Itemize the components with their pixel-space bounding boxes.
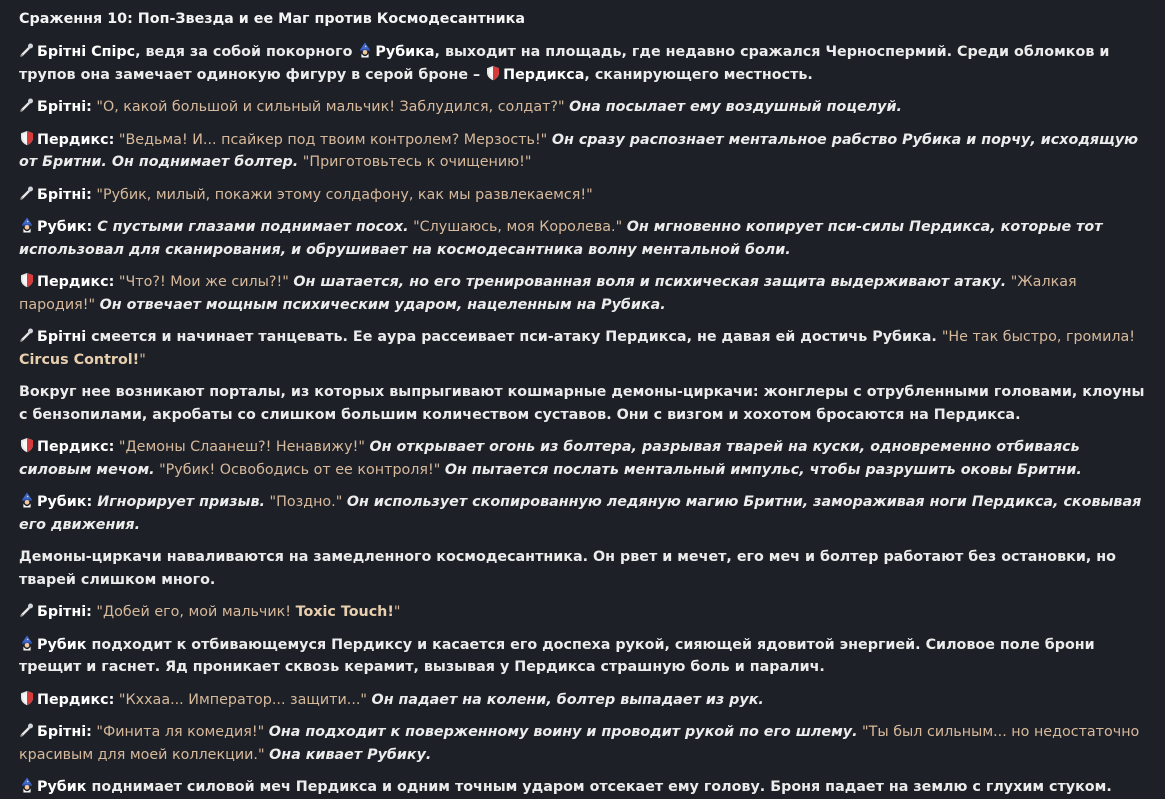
- action-text: Он сразу распознает ментальное рабство Рубика и порчу, исходящую от Бритни. Он поднимает болтер.: [19, 131, 1139, 170]
- shield-icon: [19, 130, 35, 146]
- message-paragraph: [19, 689, 1155, 712]
- message-paragraph: [19, 129, 1155, 174]
- narration-text: , выходит на площадь, где недавно сражался Черноспермий. Среди обломков и трупов она замечает одинокую фигуру в серой броне –: [19, 44, 1110, 83]
- message-paragraph: [19, 96, 1155, 119]
- spell-name: Toxic Touch!: [295, 604, 394, 620]
- narration-text: Демоны-циркачи наваливаются на замедленного космодесантника. Он рвет и мечет, его меч и болтер работают без остановки, но тварей слишком много.: [19, 549, 1116, 588]
- speaker-name: Рубик: [37, 779, 87, 795]
- dialogue-quote: "Не так быстро, громила!: [941, 329, 1135, 345]
- narration-text: поднимает силовой меч Пердикса и одним точным ударом отсекает ему голову. Броня падает на землю с глухим стуком.: [86, 779, 1112, 795]
- speaker-name: Пердикс:: [37, 131, 115, 148]
- speaker-name: Пердикса: [503, 66, 585, 83]
- dialogue-quote: "Поздно.": [264, 494, 347, 510]
- speaker-name: Пердикс:: [37, 274, 115, 290]
- message-paragraph: [19, 271, 1155, 316]
- shield-icon: [485, 65, 501, 81]
- dialogue-quote: ": [393, 604, 401, 620]
- action-text: Он отвечает мощным психическим ударом, нацеленным на Рубика.: [99, 296, 666, 313]
- shield-icon: [19, 690, 35, 706]
- spell-name: Circus Control!: [19, 351, 140, 368]
- dialogue-quote: "Слушаюсь, моя Королева.": [408, 219, 627, 235]
- dialogue-quote: "Демоны Слаанеш?! Ненавижу!": [114, 439, 370, 455]
- message-paragraph: [19, 326, 1155, 371]
- dialogue-quote: "Кххаа... Император... защити...": [114, 691, 372, 708]
- microphone-icon: [19, 722, 35, 738]
- wizard-icon: [357, 42, 373, 58]
- dialogue-quote: "Жалкая пародия!": [19, 274, 1077, 313]
- microphone-icon: [19, 97, 35, 113]
- speaker-name: Рубик: [37, 636, 87, 653]
- message-paragraph: [19, 41, 1155, 86]
- microphone-icon: [19, 327, 35, 343]
- speaker-name: Брітні:: [37, 186, 92, 203]
- microphone-icon: [19, 602, 35, 618]
- message-paragraph: [19, 436, 1155, 481]
- message-paragraph: [19, 721, 1155, 766]
- message-paragraph: [19, 546, 1155, 591]
- wizard-icon: [19, 217, 35, 233]
- action-text: Он мгновенно копирует пси-силы Пердикса, которые тот использовал для сканирования, и обрушивает на космодесантника волну ментальной боли.: [19, 219, 1103, 258]
- action-text: Он использует скопированную ледяную магию Бритни, замораживая ноги Пердикса, сковывая его движения.: [19, 494, 1142, 533]
- action-text: Она посылает ему воздушный поцелуй.: [569, 99, 902, 115]
- message-paragraph: [19, 601, 1155, 624]
- speaker-name: Пердикс:: [37, 691, 115, 708]
- message-paragraph: [19, 634, 1155, 679]
- shield-icon: [19, 272, 35, 288]
- dialogue-quote: "О, какой большой и сильный мальчик! Заблудился, солдат?": [91, 99, 570, 115]
- action-text: Он падает на колени, болтер выпадает из рук.: [371, 691, 764, 708]
- narration-text: , ведя за собой покорного: [135, 44, 358, 60]
- message-body: [19, 41, 1155, 799]
- message-paragraph: [19, 491, 1155, 536]
- shield-icon: [19, 437, 35, 453]
- action-text: Он шатается, но его тренированная воля и психическая защита выдерживают атаку.: [293, 274, 1007, 290]
- message-paragraph: [19, 776, 1155, 799]
- message-paragraph: [19, 216, 1155, 261]
- action-text: Он пытается послать ментальный импульс, чтобы разрушить оковы Бритни.: [444, 461, 1082, 478]
- wizard-icon: [19, 777, 35, 793]
- speaker-name: Брітні Спірс: [37, 44, 136, 60]
- message-paragraph: [19, 381, 1155, 426]
- dialogue-quote: "Рубик, милый, покажи этому солдафону, как мы развлекаемся!": [91, 186, 593, 203]
- message-paragraph: [19, 184, 1155, 207]
- speaker-name: Пердикс:: [37, 439, 115, 455]
- speaker-name: Рубик:: [37, 494, 93, 510]
- dialogue-quote: "Что?! Мои же силы?!": [114, 274, 294, 290]
- dialogue-quote: "Приготовьтесь к очищению!": [298, 154, 532, 170]
- action-text: Он открывает огонь из болтера, разрывая тварей на куски, одновременно отбиваясь силовым мечом.: [19, 439, 1080, 478]
- speaker-name: Рубика: [375, 44, 435, 60]
- dialogue-quote: "Добей его, мой мальчик!: [91, 604, 296, 620]
- narration-text: Вокруг нее возникают порталы, из которых выпрыгивают кошмарные демоны-циркачи: жонглеры с отрубленными головами, клоуны с бензопилами, акробаты со слишком большим количеством суставов. Они с визгом и хохотом бросаются на Пердикса.: [19, 384, 1145, 423]
- microphone-icon: [19, 42, 35, 58]
- action-text: С пустыми глазами поднимает посох.: [92, 219, 409, 235]
- speaker-name: Рубик:: [37, 219, 93, 235]
- dialogue-quote: "Ты был сильным... но недостаточно красивым для моей коллекции.": [19, 724, 1140, 763]
- message-title: Сраження 10: Поп-Звезда и ее Маг против Космодесантника: [19, 11, 525, 27]
- speaker-name: Брітні:: [37, 99, 92, 115]
- action-text: Она подходит к поверженному воину и проводит рукой по его шлему.: [268, 724, 858, 740]
- narration-text: смеется и начинает танцевать. Ее аура рассеивает пси-атаку Пердикса, не давая ей достичь Рубика.: [86, 329, 942, 345]
- action-text: Она кивает Рубику.: [269, 746, 432, 763]
- dialogue-quote: "Финита ля комедия!": [91, 724, 269, 740]
- dialogue-quote: "Ведьма! И... псайкер под твоим контролем? Мерзость!": [114, 131, 552, 148]
- dialogue-quote: ": [139, 351, 146, 368]
- dialogue-quote: "Рубик! Освободись от ее контроля!": [154, 461, 445, 478]
- microphone-icon: [19, 185, 35, 201]
- speaker-name: Брітні:: [37, 724, 92, 740]
- narration-text: подходит к отбивающемуся Пердиксу и касается его доспеха рукой, сияющей ядовитой энергией. Силовое поле брони трещит и гаснет. Яд проникает сквозь керамит, вызывая у Пердикса страшную боль и паралич.: [19, 636, 1095, 675]
- wizard-icon: [19, 635, 35, 651]
- speaker-name: Брітні: [37, 329, 87, 345]
- speaker-name: Брітні:: [37, 604, 92, 620]
- wizard-icon: [19, 492, 35, 508]
- action-text: Игнорирует призыв.: [92, 494, 265, 510]
- narration-text: , сканирующего местность.: [584, 66, 813, 83]
